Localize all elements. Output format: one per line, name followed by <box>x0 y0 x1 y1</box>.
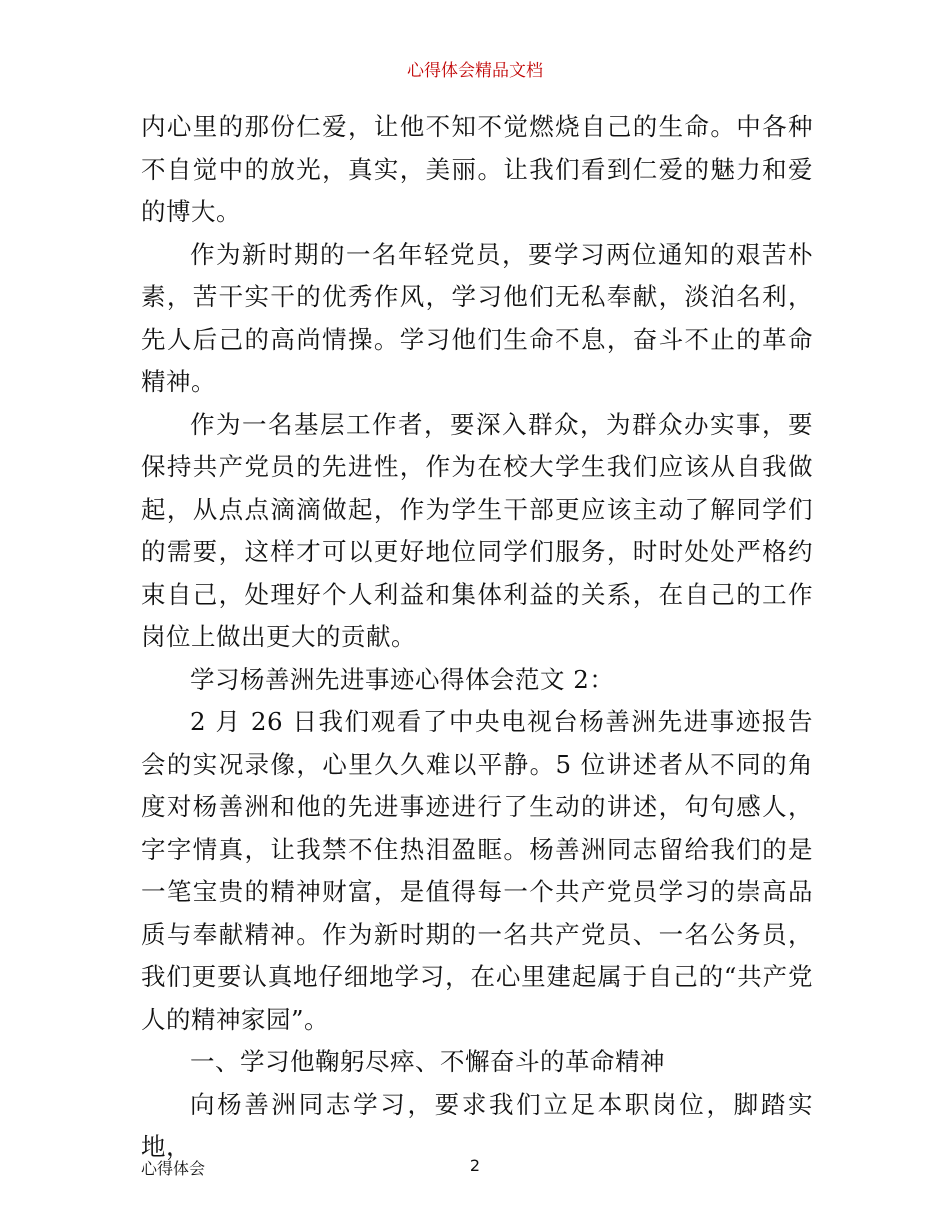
document-body <box>141 106 813 1169</box>
page-number: 2 <box>469 1156 481 1175</box>
paragraph: 向杨善洲同志学习，要求我们立足本职岗位，脚踏实地， <box>141 1089 813 1161</box>
paragraph-continuation: 内心里的那份仁爱，让他不知不觉燃烧自己的生命。中各种不自觉中的放光，真实，美丽。让我们看到仁爱的魅力和爱的博大。 <box>141 112 813 226</box>
paragraph: 作为新时期的一名年轻党员，要学习两位通知的艰苦朴素，苦干实干的优秀作风，学习他们无私奉献，淡泊名利，先人后己的高尚情操。学习他们生命不息，奋斗不止的革命精神。 <box>141 239 813 396</box>
paragraph: 作为一名基层工作者，要深入群众，为群众办实事，要保持共产党员的先进性，作为在校大学生我们应该从自我做起，从点点滴滴做起，作为学生干部更应该主动了解同学们的需要，这样才可以更好地位同学们服务，时时处处严格约束自己，处理好个人利益和集体利益的关系，在自己的工作岗位上做出更大的贡献。 <box>141 409 813 651</box>
footer-label: 心得体会 <box>141 1159 206 1178</box>
section-title: 学习杨善洲先进事迹心得体会范文 2： <box>190 664 615 694</box>
document-header-title: 心得体会精品文档 <box>407 61 543 81</box>
paragraph: 2 月 26 日我们观看了中央电视台杨善洲先进事迹报告会的实况录像，心里久久难以平静。5 位讲述者从不同的角度对杨善洲和他的先进事迹进行了生动的讲述，句句感人，字字情真，让我禁不住热泪盈眶。杨善洲同志留给我们的是一笔宝贵的精神财富，是值得每一个共产党员学习的崇高品质与奉献精神。作为新时期的一名共产党员、一名公务员，我们更要认真地仔细地学习，在心里建起属于自己的“共产党人的精神家园”。 <box>141 707 813 1034</box>
subsection-heading: 一、学习他鞠躬尽瘁、不懈奋斗的革命精神 <box>190 1047 665 1076</box>
